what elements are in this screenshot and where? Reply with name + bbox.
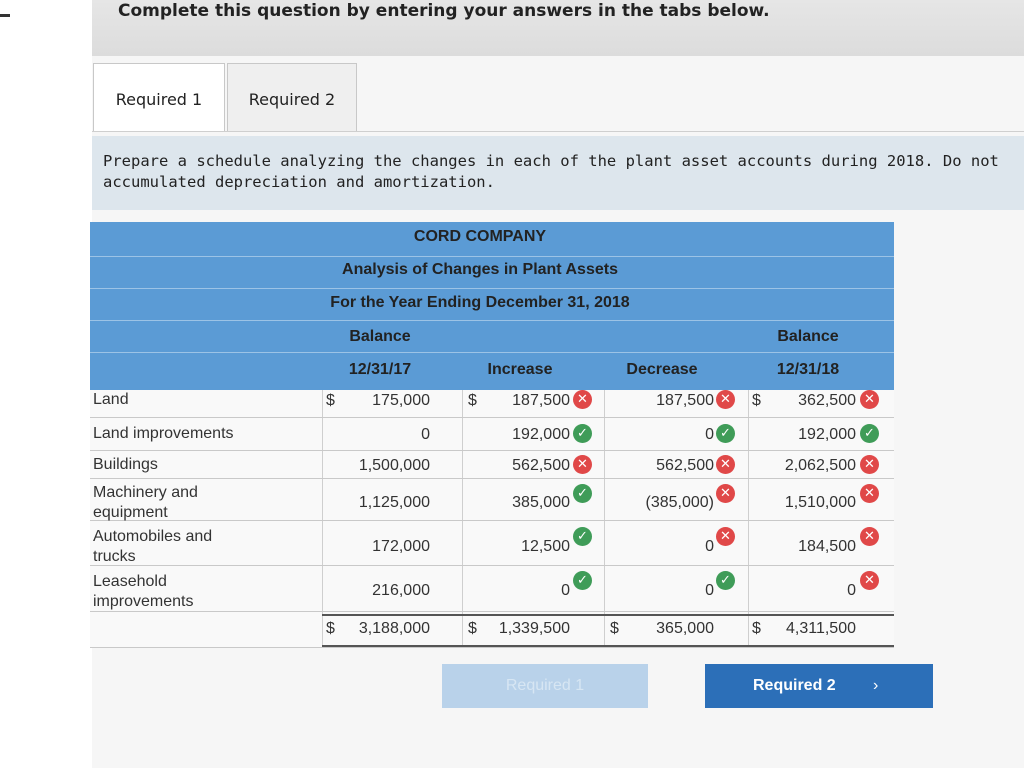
row-label-machinery: Machinery and equipment — [93, 484, 198, 521]
total-rule-bottom — [322, 645, 894, 647]
total-balance-begin: 3,188,000 — [358, 620, 430, 637]
total-increase: 1,339,500 — [498, 620, 570, 637]
row-label-buildings: Buildings — [93, 456, 158, 473]
machinery-balance-begin[interactable]: 1,125,000 — [358, 494, 430, 511]
header-divider — [90, 352, 894, 353]
row-label-land-improvements: Land improvements — [93, 425, 234, 442]
land-decrease[interactable]: 187,500 — [656, 392, 714, 409]
land-improvements-balance-end[interactable]: 192,000 — [798, 426, 856, 443]
column-divider — [322, 390, 323, 648]
total-rule-top — [322, 614, 894, 616]
schedule-header — [90, 222, 894, 390]
land-balance-end[interactable]: 362,500 — [798, 392, 856, 409]
prompt-line-2: accumulated depreciation and amortization. — [103, 173, 495, 191]
col-increase: Increase — [487, 361, 553, 378]
header-divider — [90, 288, 894, 289]
correct-icon: ✓ — [573, 527, 592, 546]
row-divider — [90, 647, 894, 648]
schedule-title: Analysis of Changes in Plant Assets — [342, 261, 618, 278]
col-balance-end-top: Balance — [777, 328, 839, 345]
incorrect-icon: ✕ — [860, 455, 879, 474]
col-balance-end-bottom: 12/31/18 — [776, 361, 840, 378]
row-label-automobiles: Automobiles and trucks — [93, 528, 213, 565]
column-divider — [748, 390, 749, 648]
currency-symbol: $ — [326, 620, 335, 637]
land-improvements-balance-begin[interactable]: 0 — [421, 426, 430, 443]
correct-icon: ✓ — [573, 484, 592, 503]
machinery-increase[interactable]: 385,000 — [512, 494, 570, 511]
currency-symbol: $ — [468, 620, 477, 637]
automobiles-increase[interactable]: 12,500 — [521, 538, 570, 555]
column-divider — [604, 390, 605, 648]
chevron-right-icon: › — [873, 677, 879, 694]
tab-required-1[interactable]: Required 1 — [93, 63, 225, 131]
automobiles-balance-end[interactable]: 184,500 — [798, 538, 856, 555]
col-balance-begin-top: Balance — [349, 328, 411, 345]
currency-symbol: $ — [610, 620, 619, 637]
schedule-period: For the Year Ending December 31, 2018 — [330, 294, 630, 311]
question-prompt — [92, 136, 1024, 210]
currency-symbol: $ — [752, 620, 761, 637]
company-name: CORD COMPANY — [413, 228, 547, 245]
correct-icon: ✓ — [716, 424, 735, 443]
incorrect-icon: ✕ — [573, 390, 592, 409]
row-label-land: Land — [93, 391, 129, 408]
schedule-body — [90, 390, 894, 648]
incorrect-icon: ✕ — [860, 527, 879, 546]
incorrect-icon: ✕ — [716, 484, 735, 503]
col-decrease: Decrease — [626, 361, 698, 378]
buildings-balance-end[interactable]: 2,062,500 — [784, 457, 856, 474]
page-edge-marker — [0, 14, 10, 17]
total-balance-end: 4,311,500 — [786, 620, 856, 637]
row-divider — [90, 450, 894, 451]
correct-icon: ✓ — [573, 424, 592, 443]
buildings-increase[interactable]: 562,500 — [512, 457, 570, 474]
header-divider — [90, 320, 894, 321]
previous-tab-button[interactable]: Required 1 — [442, 664, 648, 708]
plant-asset-schedule — [90, 222, 894, 648]
machinery-decrease[interactable]: (385,000) — [645, 494, 714, 511]
correct-icon: ✓ — [573, 571, 592, 590]
tab-required-2[interactable]: Required 2 — [227, 63, 357, 131]
leasehold-balance-end[interactable]: 0 — [847, 582, 856, 599]
leasehold-balance-begin[interactable]: 216,000 — [372, 582, 430, 599]
next-button-label: Required 2 — [753, 677, 836, 694]
automobiles-balance-begin[interactable]: 172,000 — [372, 538, 430, 555]
currency-symbol: $ — [752, 392, 761, 409]
column-divider — [462, 390, 463, 648]
incorrect-icon: ✕ — [860, 390, 879, 409]
automobiles-decrease[interactable]: 0 — [705, 538, 714, 555]
row-divider — [90, 417, 894, 418]
incorrect-icon: ✕ — [573, 455, 592, 474]
leasehold-decrease[interactable]: 0 — [705, 582, 714, 599]
land-balance-begin[interactable]: 175,000 — [372, 392, 430, 409]
incorrect-icon: ✕ — [860, 571, 879, 590]
tabs-divider — [92, 131, 1024, 132]
leasehold-increase[interactable]: 0 — [561, 582, 570, 599]
correct-icon: ✓ — [860, 424, 879, 443]
currency-symbol: $ — [468, 392, 477, 409]
row-label-leasehold: Leasehold improvements — [93, 573, 194, 610]
buildings-balance-begin[interactable]: 1,500,000 — [358, 457, 430, 474]
col-balance-begin-bottom: 12/31/17 — [348, 361, 412, 378]
land-increase[interactable]: 187,500 — [512, 392, 570, 409]
row-divider — [90, 478, 894, 479]
instruction-text: Complete this question by entering your answers in the tabs below. — [118, 1, 770, 21]
currency-symbol: $ — [326, 392, 335, 409]
machinery-balance-end[interactable]: 1,510,000 — [784, 494, 856, 511]
buildings-decrease[interactable]: 562,500 — [656, 457, 714, 474]
incorrect-icon: ✕ — [716, 527, 735, 546]
next-tab-button[interactable] — [705, 664, 933, 708]
total-decrease: 365,000 — [656, 620, 714, 637]
correct-icon: ✓ — [716, 571, 735, 590]
prompt-line-1: Prepare a schedule analyzing the changes in each of the plant asset accounts during 2018. Do not — [103, 152, 999, 170]
land-improvements-decrease[interactable]: 0 — [705, 426, 714, 443]
incorrect-icon: ✕ — [716, 390, 735, 409]
header-divider — [90, 256, 894, 257]
land-improvements-increase[interactable]: 192,000 — [512, 426, 570, 443]
incorrect-icon: ✕ — [716, 455, 735, 474]
incorrect-icon: ✕ — [860, 484, 879, 503]
